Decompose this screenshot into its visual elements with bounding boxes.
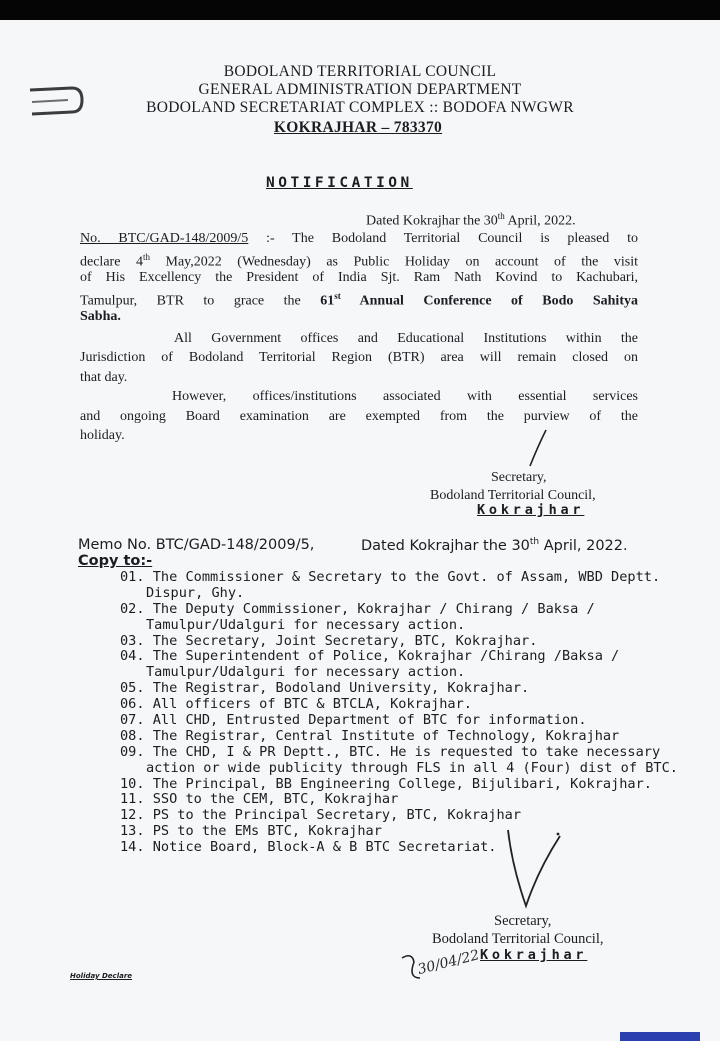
signature-mark-1 [526, 428, 552, 470]
top-black-bar [0, 0, 720, 20]
para1-line2: declare 4th May,2022 (Wednesday) as Public Holiday on account of the visit [80, 252, 638, 270]
para1-line1: No. BTC/GAD-148/2009/5 :- The Bodoland Territorial Council is pleased to [80, 231, 638, 246]
copy-item-02-cont: Tamulpur/Udalguri for necessary action. [146, 616, 466, 633]
copy-item-09-cont: action or wide publicity through FLS in all 4 (Four) dist of BTC. [146, 759, 678, 776]
copy-item-01-cont: Dispur, Ghy. [146, 584, 245, 601]
para3-line2: and ongoing Board examination are exempted from the purview of the [80, 409, 638, 424]
copy-item-12: 12. PS to the Principal Secretary, BTC, Kokrajhar [120, 807, 522, 824]
signature2-title: Secretary, [494, 913, 552, 929]
para3-line1: However, offices/institutions associated with essential services [172, 389, 638, 404]
header-complex: BODOLAND SECRETARIAT COMPLEX :: BODOFA NWGWR [146, 99, 574, 116]
signature-mark-2 [498, 826, 568, 912]
para1-line5: Sabha. [80, 309, 121, 324]
para3-line3: holiday. [80, 428, 125, 443]
copy-item-02: 02. The Deputy Commissioner, Kokrajhar / Chirang / Baksa / [120, 600, 595, 617]
para1-line4: Tamulpur, BTR to grace the 61st Annual Conference of Bodo Sahitya [80, 291, 638, 309]
signature2-place: Kokrajhar [480, 947, 588, 963]
copy-item-04: 04. The Superintendent of Police, Kokrajhar /Chirang /Baksa / [120, 648, 620, 665]
handwritten-date: 30/04/22 [416, 947, 482, 978]
para2-line2: Jurisdiction of Bodoland Territorial Region (BTR) area will remain closed on [80, 350, 638, 365]
copy-item-14: 14. Notice Board, Block-A & B BTC Secretariat. [120, 839, 497, 856]
para2-line1: All Government offices and Educational Institutions within the [174, 331, 638, 346]
header-department: GENERAL ADMINISTRATION DEPARTMENT [198, 81, 522, 98]
signature2-org: Bodoland Territorial Council, [432, 931, 604, 947]
signature1-place: Kokrajhar [477, 502, 585, 518]
signature1-title: Secretary, [491, 470, 547, 485]
copy-item-09: 09. The CHD, I & PR Deptt., BTC. He is requested to take necessary [120, 743, 661, 760]
copy-item-11: 11. SSO to the CEM, BTC, Kokrajhar [120, 791, 399, 808]
copy-item-05: 05. The Registrar, Bodoland University, Kokrajhar. [120, 680, 530, 697]
header-address: KOKRAJHAR – 783370 [273, 119, 443, 136]
footer-note: Holiday Declare [70, 972, 133, 980]
copy-item-01: 01. The Commissioner & Secretary to the Govt. of Assam, WBD Deptt. [120, 569, 661, 585]
signature1-org: Bodoland Territorial Council, [430, 488, 596, 503]
copy-item-04-cont: Tamulpur/Udalguri for necessary action. [146, 664, 466, 681]
copy-item-08: 08. The Registrar, Central Institute of Technology, Kokrajhar [120, 727, 620, 744]
header-council: BODOLAND TERRITORIAL COUNCIL [223, 63, 497, 80]
copy-item-03: 03. The Secretary, Joint Secretary, BTC, Kokrajhar. [120, 632, 538, 649]
document-page [0, 20, 720, 1041]
copy-item-07: 07. All CHD, Entrusted Department of BTC for information. [120, 712, 587, 729]
copy-to-label: Copy to:- [78, 553, 153, 569]
notification-title: NOTIFICATION [266, 175, 413, 191]
para2-line3: that day. [80, 370, 128, 385]
copy-item-10: 10. The Principal, BB Engineering College, Bijulibari, Kokrajhar. [120, 775, 652, 792]
notification-date: Dated Kokrajhar the 30th April, 2022. [366, 211, 576, 229]
reference-number: No. BTC/GAD-148/2009/5 [80, 231, 249, 246]
memo-number: Memo No. BTC/GAD-148/2009/5, [78, 537, 315, 553]
para1-line3: of His Excellency the President of India Sjt. Ram Nath Kovind to Kachubari, [80, 270, 638, 285]
bottom-blue-bar [620, 1032, 700, 1041]
memo-date: Dated Kokrajhar the 30th April, 2022. [361, 537, 628, 554]
copy-item-13: 13. PS to the EMs BTC, Kokrajhar [120, 823, 382, 840]
copy-item-06: 06. All officers of BTC & BTCLA, Kokrajhar. [120, 696, 472, 713]
copy-list [120, 570, 678, 856]
